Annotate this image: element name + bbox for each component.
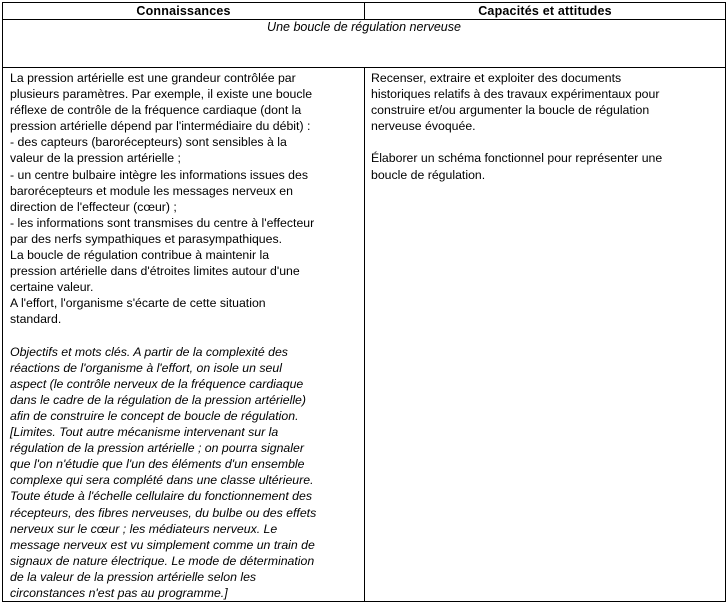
knowledge-line: - un centre bulbaire intègre les informations issues des: [10, 167, 309, 182]
knowledge-line: certaine valeur.: [10, 280, 94, 295]
capacities-line: construire et/ou argumenter la boucle de régulation: [371, 103, 650, 118]
knowledge-line: valeur de la pression artérielle ;: [10, 151, 181, 166]
section-row: [3, 20, 726, 68]
knowledge-cell: [3, 68, 365, 602]
header-knowledge: Connaissances: [3, 3, 365, 20]
objectives-line: de la valeur de la pression artérielle selon les: [10, 569, 257, 584]
objectives-line: récepteurs, des fibres nerveuses, du bulbe ou des effets: [10, 505, 317, 520]
objectives-line: dans le cadre de la régulation de la pression artérielle): [10, 392, 306, 407]
knowledge-line: - des capteurs (barorécepteurs) sont sensibles à la: [10, 135, 287, 150]
objectives-line: aspect (le contrôle nerveux de la fréquence cardiaque: [10, 376, 304, 391]
capacities-line: nerveuse évoquée.: [371, 119, 476, 134]
capacities-cell: [365, 68, 726, 602]
knowledge-line: barorécepteurs et module les messages nerveux en: [10, 183, 293, 198]
knowledge-line: plusieurs paramètres. Par exemple, il existe une boucle: [10, 87, 313, 102]
knowledge-line: pression artérielle dépend par l'intermédiaire du débit) :: [10, 119, 311, 134]
objectives-line: Toute étude à l'échelle cellulaire du fonctionnement des: [10, 489, 313, 504]
knowledge-line: pression artérielle dans d'étroites limites autour d'une: [10, 264, 300, 279]
objectives-line: réactions de l'organisme à l'effort, on isole un seul: [10, 360, 282, 375]
paragraph-gap: [371, 134, 719, 150]
objectives-line: nerveux sur le cœur ; les médiateurs nerveux. Le: [10, 521, 278, 536]
capacities-line: Élaborer un schéma fonctionnel pour représenter une: [371, 151, 663, 166]
curriculum-table: [2, 2, 726, 602]
knowledge-line: réflexe de contrôle de la fréquence cardiaque (dont la: [10, 103, 302, 118]
paragraph-gap: [10, 328, 358, 344]
capacities-line: Recenser, extraire et exploiter des documents: [371, 71, 622, 85]
objectives-line: circonstances n'est pas au programme.]: [10, 586, 228, 600]
objectives-line: [Limites. Tout autre mécanisme intervenant sur la: [10, 425, 279, 440]
objectives-line: régulation de la pression artérielle ; on pourra signaler: [10, 441, 304, 456]
knowledge-line: - les informations sont transmises du centre à l'effecteur: [10, 215, 315, 230]
knowledge-line: par des nerfs sympathiques et parasympathiques.: [10, 231, 283, 246]
capacities-line: boucle de régulation.: [371, 167, 486, 182]
objectives-line: Objectifs et mots clés. A partir de la complexité des: [10, 344, 288, 359]
objectives-line: message nerveux est vu simplement comme un train de: [10, 537, 315, 552]
capacities-line: historiques relatifs à des travaux expérimentaux pour: [371, 87, 660, 102]
capacities-text: [365, 68, 725, 183]
objectives-line: complexe qui sera complété dans une classe ultérieure.: [10, 473, 314, 488]
knowledge-line: direction de l'effecteur (cœur) ;: [10, 199, 177, 214]
section-title: Une boucle de régulation nerveuse: [3, 20, 726, 68]
header-capacities: Capacités et attitudes: [365, 3, 726, 20]
objectives-line: afin de construire le concept de boucle de régulation.: [10, 408, 299, 423]
knowledge-line: standard.: [10, 312, 62, 327]
content-row: [3, 68, 726, 602]
objectives-line: que l'on n'étudie que l'un des éléments d'un ensemble: [10, 457, 305, 472]
knowledge-text: [3, 68, 364, 601]
knowledge-line: La pression artérielle est une grandeur contrôlée par: [10, 71, 296, 85]
header-row: [3, 3, 726, 20]
knowledge-line: La boucle de régulation contribue à maintenir la: [10, 248, 270, 263]
objectives-line: signaux de nature électrique. Le mode de détermination: [10, 553, 315, 568]
knowledge-line: A l'effort, l'organisme s'écarte de cette situation: [10, 296, 266, 311]
